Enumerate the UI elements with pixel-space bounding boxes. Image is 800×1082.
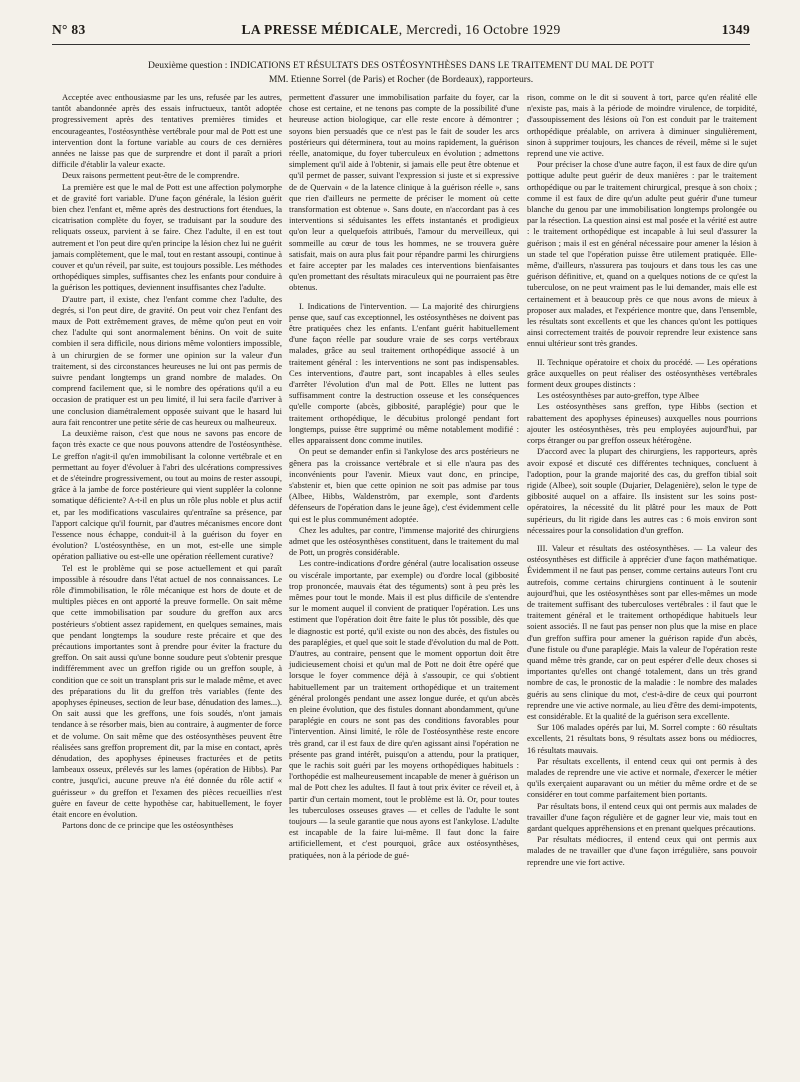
paragraph: Les ostéosynthèses sans greffon, type Hibbs (section et rabattement des apophyses épineuses) auxquelles nous pourrions ajouter les ostéosynthèses, très peu employées aujourd'hui, par corps étranger ou par greffon osseux hétérogène. xyxy=(527,401,757,446)
paragraph: D'accord avec la plupart des chirurgiens, les rapporteurs, après avoir exposé et discuté ces différentes techniques, concluent à l'adoption, pour la grande majorité des cas, du greffon tibial soit rigide (Albee), soit souple (Dujarier, Delagenière), selon le type de gibbosité auquel on a affaire. Ils insistent sur les soins post-opératoires, la nécessité du lit plâtré pour les maux de Pott supérieurs, du lit rigide dans les autres cas : 6 mois environ sont nécessaires pour la consolidation d'un greffon. xyxy=(527,446,757,535)
paragraph: Deux raisons permettent peut-être de le comprendre. xyxy=(62,170,240,181)
paragraph: Tel est le problème qui se pose actuellement et qui paraît impossible à résoudre dans l'état actuel de nos connaissances. Le rôle d'immobilisation, le rôle mécanique est hors de doute et de multiples pièces en ont apporté la preuve formelle. On sait même que cette immobilisation par soudure du greffon aux arcs postérieurs s'obtient assez rapidement, en quelques semaines, mais que pendant longtemps la soudure reste précaire et que des précautions importantes sont à prendre pour éviter la fracture du greffon. On sait aussi qu'une bonne soudure peut s'obtenir presque indifféremment avec un greffon rigide ou un greffon souple, à condition que ce soit un transplant pris sur le malade même, et avec des préparations du lit du greffon très variables (fente des apophyses épineuses, section de leur base, dénudation des lames...). On sait aussi que les greffons, une fois soudés, n'ont jamais tendance à se résorber mais, bien au contraire, à augmenter de force et de volume. On sait même que des ostéosynthèses peuvent être réalisées sans greffon proprement dit, par la mise en contact, après dénudation, des apophyses épineuses fracturées et de petits lambeaux osseux, prélevés sur les lames (opération de Hibbs). Par contre, jusqu'ici, aucune preuve n'a été donnée du rôle actif « guérisseur » du greffon et l'examen des pièces recueillies n'est guère en faveur de cette hypothèse car, habituellement, le foyer était encore en évolution. xyxy=(52,562,282,819)
paragraph: On peut se demander enfin si l'ankylose des arcs postérieurs ne gênera pas la croissance vertébrale et si elle n'aura pas des inconvénients pour l'avenir. Mieux vaut donc, en principe, s'abstenir et, bien que cette opinion ne soit pas admise par tous (Albee, Hibbs, Waldenström, par exemple, sont d'ardents défenseurs de l'opération dans le jeune âge), c'est évidemment celle qui est le plus communément adoptée. xyxy=(289,446,519,524)
paragraph: La deuxième raison, c'est que nous ne savons pas encore de façon très exacte ce que nous pouvons attendre de l'ostéosynthèse. Le greffon n'agit-il qu'en immobilisant la colonne vertébrale et en permettant au foyer d'évoluer à l'abri des ulcérations compressives et de s'éteindre progressivement, ou tout au moins de rester assoupi, grâce à la jambe de force postérieure qui vient suppléer la colonne somatique déficiente? A-t-il en plus un rôle plus noble et plus actif et, par les modifications vasculaires qu'entraîne sa présence, par l'apport calcique qu'il fournit, par d'autres mécanismes encore dont l'essence nous échappe, conduit-il à la guérison du foyer en évolution? L'ostéosynthèse, en un mot, est-elle une simple opération palliative ou est-elle une opération réellement curative? xyxy=(52,428,282,562)
paragraph: permettent d'assurer une immobilisation parfaite du foyer, car la chose est certaine, et ne tenons pas compte de la possibilité d'une heureuse action biologique, car elle reste encore à démontrer ; soyons bien persuadés que ce n'est pas le fait de souder les arcs postérieurs qui déterminera, tout au moins rapidement, la guérison réelle, anatomique, du foyer tuberculeux en évolution ; admettons simplement qu'il aide à l'obtenir, si jamais elle peut être obtenue et qu'il permet de passer, suivant l'expression si juste et si expressive de de Quervain « de la latence clinique à la guérison réelle », sans que rien d'ailleurs ne permette de préciser le moment où cette transformation est obtenue ». Sans doute, en n'accordant pas à ces interventions si séduisantes les effets instantanés et prodigieux qu'on leur a quelquefois attribués, l'amour du merveilleux, qui sommeille au cœur de tous les hommes, ne se trouvera guère satisfait, mais on aura plus fait pour répandre parmi les chirurgiens et faire accepter par les malades ces interventions bienfaisantes qu'en promettant des résultats miraculeux qui ne pourraient pas être obtenus. xyxy=(289,92,519,293)
journal-masthead xyxy=(52,22,750,38)
issue-number: N° 83 xyxy=(52,22,86,37)
page-number: 1349 xyxy=(721,22,750,37)
paragraph: Partons donc de ce principe que les ostéosynthèses xyxy=(62,820,234,831)
issue-date: , Mercredi, 16 Octobre 1929 xyxy=(398,22,561,37)
text-column-2 xyxy=(289,92,519,861)
paragraph: D'autre part, il existe, chez l'enfant comme chez l'adulte, des degrés, si l'on peut dire, de gravité. On peut voir chez l'enfant des maux de Pott extrêmement graves, de même qu'on peut en voir chez l'adulte qui sont anormalement bénins. On voit de suite combien il sera difficile, nous dirions même volontiers impossible, à un chirurgien de se former une opinion sur la valeur d'un traitement, si des circonstances heureuses ne lui ont pas permis de suivre pendant longtemps un grand nombre de malades. On comprend facilement que, si le nombre des opérations qu'il a eu occasion de pratiquer est un peu limité, il lui sera facile d'arriver à une conclusion diamétralement opposée suivant que le hasard lui aura fait rencontrer une petite série de cas heureux ou malheureux. xyxy=(52,293,282,427)
text-column-3 xyxy=(527,92,757,868)
paragraph: Par résultats excellents, il entend ceux qui ont permis à des malades de reprendre une vie active et normale, d'exercer le métier qu'ils exerçaient auparavant ou un métier du même ordre et de se considérer en tout comme parfaitement bien portants. xyxy=(527,755,757,800)
header-rule xyxy=(52,44,750,45)
paragraph: Acceptée avec enthousiasme par les uns, refusée par les autres, tantôt abandonnée après des essais infructueux, tantôt adoptée progressivement après des tentatives premières timides et encourageantes, l'ostéosynthèse vertébrale pour mal de Pott est une intervention dont la fortune variable au cours de ces dernières années ne laisse pas que de surprendre et dont il paraît a priori difficile d'établir la valeur exacte. xyxy=(52,92,282,170)
paragraph: rison, comme on le dit si souvent à tort, parce qu'en réalité elle n'existe pas, mais à la période de moindre virulence, de torpidité, d'assoupissement des lésions où l'on est conduit par le traitement orthopédique préalable, on arrivera à diminuer singulièrement, sinon à supprimer toujours, les chances de réveil, même si le sujet reprend une vie active. xyxy=(527,92,757,159)
paragraph: Par résultats médiocres, il entend ceux qui ont permis aux malades de ne travailler que d'une façon irrégulière, sans pouvoir reprendre une vie fort active. xyxy=(527,834,757,867)
section-resultats: III. Valeur et résultats des ostéosynthèses. — La valeur des ostéosynthèses est difficile à apprécier d'une façon mathématique. Évidemment il ne faut pas penser, comme certains auteurs l'ont cru autrefois, comme certains chirurgiens continuent à le soutenir aujourd'hui, que les ostéosynthèses sont par elles-mêmes un mode de traitement suffisant des tuberculoses vertébrales : il faut que le traitement général et le traitement orthopédique habituels leur soient associés. Il ne faut pas penser non plus que la mise en place d'un greffon suffira pour amener la guérison rapide d'un abcès, d'une fistule ou d'une paraplégie. Mais la valeur de l'opération reste quand même très grande, car on peut espérer d'elle deux choses si importantes qu'elles ont changé totalement, dans un très grand nombre de cas, le pronostic de la maladie : le nombre des malades guéris au sens clinique du mot, c'est-à-dire de ceux qui pourront reprendre une vie active normale, au lieu d'être des demi-impotents, est considérable. Et la qualité de la guérison sera excellente. xyxy=(527,542,757,721)
section-technique: II. Technique opératoire et choix du procédé. — Les opérations grâce auxquelles on peut réaliser des ostéosynthèses vertébrales forment deux groupes distincts : xyxy=(527,356,757,390)
article-authors: MM. Etienne Sorrel (de Paris) et Rocher (de Bordeaux), rapporteurs. xyxy=(268,74,534,85)
paragraph: Les ostéosynthèses par auto-greffon, type Albee xyxy=(537,390,699,401)
paragraph: Sur 106 malades opérés par lui, M. Sorrel compte : 60 résultats excellents, 21 résultats bons, 9 résultats assez bons ou médiocres, 16 résultats mauvais. xyxy=(527,722,757,755)
text-column-1 xyxy=(52,92,282,831)
journal-title: LA PRESSE MÉDICALE xyxy=(241,22,399,37)
paragraph: La première est que le mal de Pott est une affection polymorphe et de gravité fort variable. D'une façon générale, la lésion guérit bien chez l'enfant et, même après des destructions fort étendues, la cicatrisation complète du foyer, se traduisant par la soudure des reliquats osseux, parvient à se faire. Chez l'adulte, il en est tout autrement et l'on peut dire qu'en principe la lésion chez lui ne guérit jamais complètement, que le mal, tout en restant assoupi, continue à couver et qu'un réveil, par suite, est toujours possible. Les méthodes orthopédiques simples, suffisantes chez les enfants pour conduire à la guérison les pottiques, deviennent insuffisantes chez l'adulte. xyxy=(52,181,282,293)
article-title: Deuxième question : INDICATIONS ET RÉSULTATS DES OSTÉOSYNTHÈSES DANS LE TRAITEMENT DU MAL DE POTT xyxy=(148,60,654,71)
page-header xyxy=(52,22,750,44)
section-indications: I. Indications de l'intervention. — La majorité des chirurgiens pense que, sauf cas exceptionnel, les ostéosynthèses ne doivent pas être pratiquées chez les enfants. L'enfant guérit habituellement d'une façon réelle par soudure vraie de ses corps vertébraux malades, grâce au seul traitement orthopédique associé à un traitement général : les interventions ne sont pas indispensables. Ces interventions, d'autre part, sont incapables à elles seules d'arrêter l'évolution d'un mal de Pott. Elles ne luttent pas suffisamment contre la destruction osseuse et les conséquences qu'elle comporte (abcès, gibbosité, paraplégie) pour que le traitement orthopédique, le décubitus prolongé pendant fort longtemps, puisse être supprimé ou même notablement modifié : elles apparaissent donc comme inutiles. xyxy=(289,300,519,446)
paragraph: Chez les adultes, par contre, l'immense majorité des chirurgiens admet que les ostéosynthèses constituent, dans le traitement du mal de Pott, un progrès considérable. xyxy=(289,524,519,558)
paragraph: Pour préciser la chose d'une autre façon, il est faux de dire qu'un pottique adulte peut guérir de deux manières : par le traitement orthopédique ou par le traitement chirurgical, presque à son choix ; comme il est faux de dire qu'un adulte peut guérir d'une tumeur blanche du genou par une immobilisation longtemps prolongée ou par la résection. La question ainsi est mal posée et la vérité est autre : le traitement orthopédique est incapable à lui seul d'assurer la guérison ; mais il est en général nécessaire pour amener la lésion à un stade tel que l'opération puisse être utilement pratiquée. Elle-même, d'ailleurs, n'assurera pas toujours et dans tous les cas une guérison définitive, et, quand on a quelques notions de ce qu'est la tuberculose, on ne peut vraiment pas le lui demander, mais elle est certainement et à beaucoup près ce que nous avons de mieux à proposer aux malades, et l'expérience montre que, dans l'ensemble, les résultats sont excellents et que les chances qu'ont les pottiques ainsi correctement traités de pouvoir reprendre leur existence sans ennui ultérieur sont très grandes. xyxy=(527,159,757,349)
paragraph: Par résultats bons, il entend ceux qui ont permis aux malades de travailler d'une façon régulière et de gagner leur vie, mais tout en gardant quelques appréhensions et en prenant quelques précautions. xyxy=(527,800,757,833)
paragraph: Les contre-indications d'ordre général (autre localisation osseuse ou viscérale importante, par exemple) ou d'ordre local (gibbosité trop prononcée, mauvais état des téguments) sont à peu près les mêmes pour tout le monde. Mais il est plus difficile de s'entendre sur le moment auquel il convient de pratiquer l'opération. Les uns estiment que l'opération doit être faite le plus tôt possible, dès que le diagnostic est porté, qu'il existe ou non des abcès, des fistules ou des paraplégies, et quel que soit le stade d'évolution du mal de Pott. D'autres, au contraire, pensent que le moment opportun doit être judicieusement choisi et qu'un mal de Pott ne doit être opéré que lorsque le foyer commence déjà à s'assoupir, ce qui s'obtient habituellement par un traitement orthopédique et un traitement général prolongés pendant une assez longue durée, et qu'un abcès en pleine évolution, que des fistules donnant abondamment, qu'une paraplégie en cours ne sont pas des conditions favorables pour l'intervention. Ainsi limité, le rôle de l'ostéosynthèse reste encore très grand, car il est faux de dire qu'en agissant ainsi l'opération ne présente pas grand intérêt, puisqu'on a attendu, pour la pratiquer, que le rachis soit guéri par les moyens orthopédiques habituels : l'orthopédie est malheureusement incapable de mener à guérison un mal de Pott chez les adultes. Il faut à tout prix éviter ce réveil et, à partir d'un certain moment, tout le problème est là. Or, pour toutes les tuberculoses osseuses graves — et celles de l'adulte le sont toujours — la seule garantie que nous ayons est l'ankylose. L'adulte est incapable de la faire lui-même. Il faut donc la faire artificiellement, et c'est pourquoi, grâce aux ostéosynthèses, pratiquées, non à la période de gué- xyxy=(289,558,519,860)
